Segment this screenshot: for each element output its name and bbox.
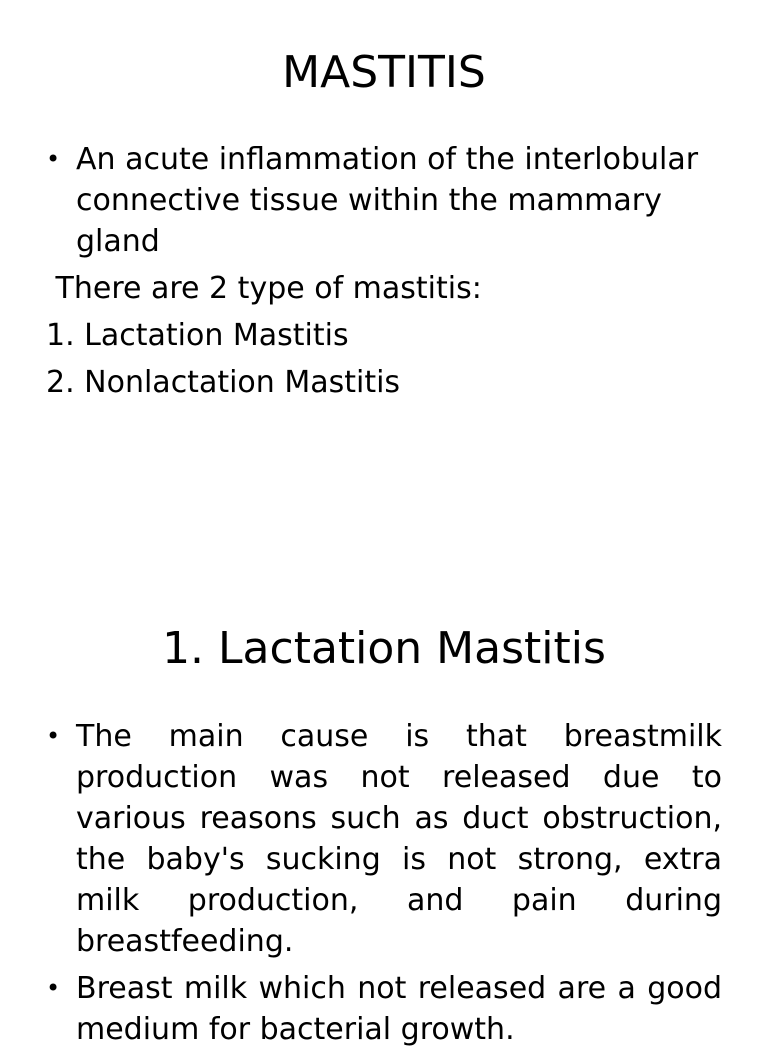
bullet-text: Breast milk which not released are a good medium for bacterial growth.	[76, 971, 722, 1047]
slide-title: MASTITIS	[282, 47, 486, 98]
bullet-item	[46, 968, 722, 1050]
bullet-icon: •	[46, 722, 61, 750]
bullet-text: An acute inflammation of the interlobular connective tissue within the mammary gland	[76, 142, 699, 259]
bullet-icon: •	[46, 974, 61, 1002]
type-item-lactation: 1. Lactation Mastitis	[46, 318, 349, 353]
type-item-nonlactation: 2. Nonlactation Mastitis	[46, 365, 401, 400]
bullet-item	[46, 716, 722, 962]
slide-lactation-mastitis	[0, 512, 768, 1047]
slide-mastitis	[0, 0, 768, 512]
slide-body	[46, 139, 722, 409]
bullet-icon: •	[46, 145, 61, 173]
slide-body	[46, 716, 722, 1056]
types-intro: There are 2 type of mastitis:	[46, 271, 482, 306]
slide-title: 1. Lactation Mastitis	[162, 623, 606, 674]
bullet-text: The main cause is that breastmilk production was not released due to various reasons such as duct obstruction, the baby's sucking is not strong, extra milk production, and pain during breastfeeding.	[76, 719, 722, 959]
bullet-item	[46, 139, 722, 262]
